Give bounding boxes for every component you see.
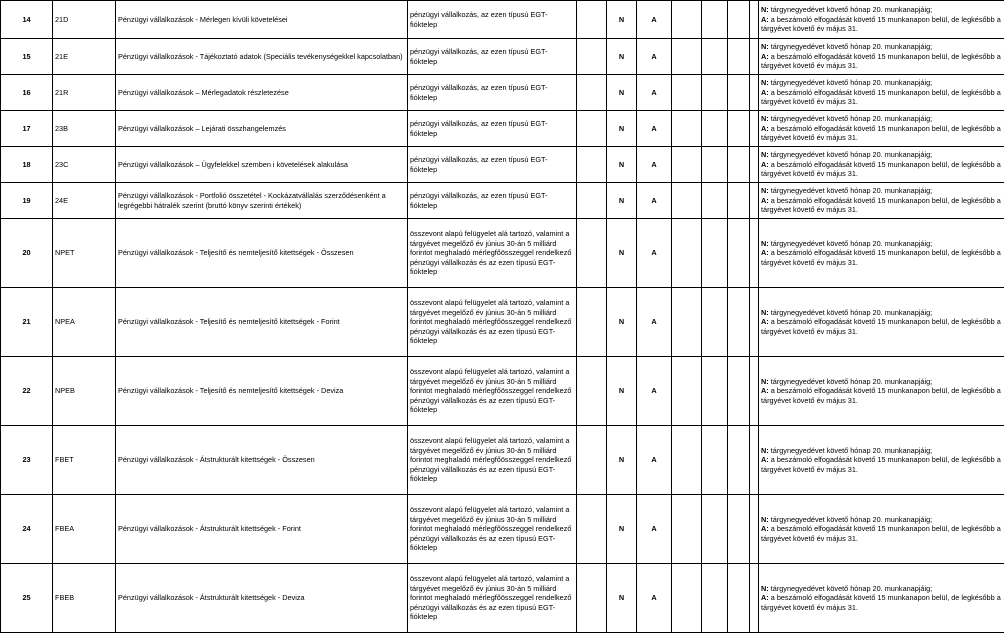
empty-cell	[728, 357, 750, 426]
table-description: Pénzügyi vállalkozások – Ügyfelekkel szemben i követelések alakulása	[116, 147, 408, 183]
empty-cell	[750, 147, 759, 183]
reporter-scope: összevont alapú felügyelet alá tartozó, valamint a tárgyévet megelőző év június 30-án 5 milliárd forintot meghaladó mérlegfőösszeggel rendelkező pénzügyi vállalkozás és az ezen típusú EGT-fióktelep	[408, 426, 577, 495]
empty-cell	[672, 111, 702, 147]
deadline-n-key: N:	[761, 150, 769, 160]
deadline-n-text: tárgynegyedévet követő hónap 20. munkanapjáig;	[768, 186, 933, 196]
deadline-n-text: tárgynegyedévet követő hónap 20. munkanapjáig;	[768, 114, 933, 124]
deadline-n-key: N:	[761, 114, 769, 124]
empty-cell	[577, 147, 607, 183]
empty-cell	[728, 75, 750, 111]
empty-cell	[577, 288, 607, 357]
table-description: Pénzügyi vállalkozások - Teljesítő és nemteljesítő kitettségek - Összesen	[116, 219, 408, 288]
table-description: Pénzügyi vállalkozások – Mérlegadatok részletezése	[116, 75, 408, 111]
empty-cell	[577, 111, 607, 147]
empty-cell	[750, 75, 759, 111]
deadline-cell	[759, 564, 1004, 633]
empty-cell	[577, 1, 607, 39]
table-code: 23B	[53, 111, 116, 147]
deadline-cell	[759, 111, 1004, 147]
frequency-a: A	[637, 426, 672, 495]
deadline-n-text: tárgynegyedévet követő hónap 20. munkanapjáig;	[768, 307, 933, 317]
empty-cell	[702, 219, 728, 288]
table-row	[1, 357, 1004, 426]
deadline-a-text: a beszámoló elfogadását követő 15 munkanapon belül, de legkésőbb a tárgyévet követő év május 31.	[761, 593, 1001, 612]
frequency-n: N	[607, 357, 637, 426]
frequency-n: N	[607, 564, 637, 633]
empty-cell	[577, 564, 607, 633]
reporter-scope: összevont alapú felügyelet alá tartozó, valamint a tárgyévet megelőző év június 30-án 5 milliárd forintot meghaladó mérlegfőösszeggel rendelkező pénzügyi vállalkozás és az ezen típusú EGT-fióktelep	[408, 288, 577, 357]
empty-cell	[728, 183, 750, 219]
deadline-cell	[759, 426, 1004, 495]
frequency-a: A	[637, 219, 672, 288]
table-description: Pénzügyi vállalkozások - Teljesítő és nemteljesítő kitettségek - Forint	[116, 288, 408, 357]
deadline-a-key: A:	[761, 195, 769, 205]
table-row	[1, 564, 1004, 633]
empty-cell	[702, 564, 728, 633]
reporter-scope: pénzügyi vállalkozás, az ezen típusú EGT-fióktelep	[408, 39, 577, 75]
frequency-a: A	[637, 1, 672, 39]
frequency-n: N	[607, 75, 637, 111]
empty-cell	[702, 1, 728, 39]
empty-cell	[577, 495, 607, 564]
deadline-cell	[759, 357, 1004, 426]
table-description: Pénzügyi vállalkozások – Lejárati összhangelemzés	[116, 111, 408, 147]
deadline-n-text: tárgynegyedévet követő hónap 20. munkanapjáig;	[768, 445, 933, 455]
reporter-scope: összevont alapú felügyelet alá tartozó, valamint a tárgyévet megelőző év június 30-án 5 milliárd forintot meghaladó mérlegfőösszeggel rendelkező pénzügyi vállalkozás és az ezen típusú EGT-fióktelep	[408, 219, 577, 288]
deadline-a-text: a beszámoló elfogadását követő 15 munkanapon belül, de legkésőbb a tárgyévet követő év május 31.	[761, 123, 1001, 143]
empty-cell	[702, 39, 728, 75]
deadline-n-text: tárgynegyedévet követő hónap 20. munkanapjáig;	[768, 42, 933, 52]
deadline-n-key: N:	[761, 445, 769, 455]
table-row	[1, 183, 1004, 219]
row-number: 20	[1, 219, 53, 288]
table-description: Pénzügyi vállalkozások - Átstrukturált kitettségek - Deviza	[116, 564, 408, 633]
empty-cell	[672, 39, 702, 75]
deadline-n-text: tárgynegyedévet követő hónap 20. munkanapjáig;	[768, 150, 933, 160]
row-number: 17	[1, 111, 53, 147]
empty-cell	[728, 111, 750, 147]
empty-cell	[750, 564, 759, 633]
empty-cell	[728, 426, 750, 495]
row-number: 16	[1, 75, 53, 111]
deadline-n-text: tárgynegyedévet követő hónap 20. munkanapjáig;	[768, 5, 933, 15]
deadline-n-text: tárgynegyedévet követő hónap 20. munkanapjáig;	[768, 376, 933, 386]
table-code: 21E	[53, 39, 116, 75]
empty-cell	[577, 357, 607, 426]
table-row	[1, 219, 1004, 288]
empty-cell	[750, 288, 759, 357]
row-number: 24	[1, 495, 53, 564]
frequency-n: N	[607, 426, 637, 495]
reporter-scope: pénzügyi vállalkozás, az ezen típusú EGT-fióktelep	[408, 75, 577, 111]
reporter-scope: pénzügyi vállalkozás, az ezen típusú EGT-fióktelep	[408, 183, 577, 219]
deadline-cell	[759, 75, 1004, 111]
table-row	[1, 1, 1004, 39]
frequency-n: N	[607, 39, 637, 75]
empty-cell	[702, 288, 728, 357]
empty-cell	[672, 495, 702, 564]
empty-cell	[702, 495, 728, 564]
deadline-a-text: a beszámoló elfogadását követő 15 munkanapon belül, de legkésőbb a tárgyévet követő év május 31.	[761, 51, 1001, 71]
deadline-n-key: N:	[761, 307, 769, 317]
frequency-a: A	[637, 147, 672, 183]
reporter-scope: pénzügyi vállalkozás, az ezen típusú EGT-fióktelep	[408, 1, 577, 39]
table-description: Pénzügyi vállalkozások - Teljesítő és nemteljesítő kitettségek - Deviza	[116, 357, 408, 426]
deadline-a-text: a beszámoló elfogadását követő 15 munkanapon belül, de legkésőbb a tárgyévet követő év május 31.	[761, 14, 1001, 34]
empty-cell	[577, 183, 607, 219]
table-code: NPET	[53, 219, 116, 288]
empty-cell	[728, 564, 750, 633]
empty-cell	[702, 183, 728, 219]
table-code: 24E	[53, 183, 116, 219]
empty-cell	[577, 426, 607, 495]
table-code: NPEB	[53, 357, 116, 426]
reporter-scope: összevont alapú felügyelet alá tartozó, valamint a tárgyévet megelőző év június 30-án 5 milliárd forintot meghaladó mérlegfőösszeggel rendelkező pénzügyi vállalkozás és az ezen típusú EGT-fióktelep	[408, 357, 577, 426]
frequency-a: A	[637, 111, 672, 147]
row-number: 21	[1, 288, 53, 357]
empty-cell	[750, 357, 759, 426]
table-description: Pénzügyi vállalkozások - Átstrukturált kitettségek - Összesen	[116, 426, 408, 495]
reporter-scope: pénzügyi vállalkozás, az ezen típusú EGT-fióktelep	[408, 111, 577, 147]
empty-cell	[702, 147, 728, 183]
empty-cell	[577, 75, 607, 111]
empty-cell	[672, 75, 702, 111]
row-number: 15	[1, 39, 53, 75]
empty-cell	[728, 288, 750, 357]
table-description: Pénzügyi vállalkozások - Portfolió összetétel - Kockázatvállalás szerződésenként a legrégebbi hátralék szerint (bruttó könyv szerinti értékek)	[116, 183, 408, 219]
empty-cell	[672, 147, 702, 183]
deadline-a-text: a beszámoló elfogadását követő 15 munkanapon belül, de legkésőbb a tárgyévet követő év május 31.	[761, 386, 1001, 405]
deadline-n-text: tárgynegyedévet követő hónap 20. munkanapjáig;	[768, 238, 933, 248]
empty-cell	[728, 1, 750, 39]
deadline-n-text: tárgynegyedévet követő hónap 20. munkanapjáig;	[768, 583, 933, 593]
deadline-n-text: tárgynegyedévet követő hónap 20. munkanapjáig;	[768, 514, 933, 524]
empty-cell	[672, 288, 702, 357]
deadline-cell	[759, 183, 1004, 219]
deadline-n-key: N:	[761, 186, 769, 196]
row-number: 25	[1, 564, 53, 633]
empty-cell	[750, 1, 759, 39]
frequency-a: A	[637, 564, 672, 633]
table-row	[1, 426, 1004, 495]
deadline-n-key: N:	[761, 514, 769, 524]
empty-cell	[750, 183, 759, 219]
row-number: 14	[1, 1, 53, 39]
table-code: FBET	[53, 426, 116, 495]
table-row	[1, 147, 1004, 183]
deadline-a-key: A:	[761, 123, 769, 133]
table-code: 23C	[53, 147, 116, 183]
deadline-a-text: a beszámoló elfogadását követő 15 munkanapon belül, de legkésőbb a tárgyévet követő év május 31.	[761, 195, 1001, 215]
deadline-a-text: a beszámoló elfogadását követő 15 munkanapon belül, de legkésőbb a tárgyévet követő év május 31.	[761, 87, 1001, 107]
empty-cell	[750, 39, 759, 75]
deadline-cell	[759, 219, 1004, 288]
table-description: Pénzügyi vállalkozások - Mérlegen kívüli követelései	[116, 1, 408, 39]
deadline-n-key: N:	[761, 5, 769, 15]
reporter-scope: összevont alapú felügyelet alá tartozó, valamint a tárgyévet megelőző év június 30-án 5 milliárd forintot meghaladó mérlegfőösszeggel rendelkező pénzügyi vállalkozás és az ezen típusú EGT-fióktelep	[408, 564, 577, 633]
empty-cell	[750, 426, 759, 495]
deadline-a-key: A:	[761, 317, 769, 327]
deadline-a-text: a beszámoló elfogadását követő 15 munkanapon belül, de legkésőbb a tárgyévet követő év május 31.	[761, 248, 1001, 267]
deadline-cell	[759, 1, 1004, 39]
deadline-a-key: A:	[761, 593, 769, 603]
row-number: 18	[1, 147, 53, 183]
deadline-a-key: A:	[761, 159, 769, 169]
table-row	[1, 39, 1004, 75]
deadline-a-key: A:	[761, 51, 769, 61]
frequency-n: N	[607, 147, 637, 183]
deadline-n-key: N:	[761, 42, 769, 52]
table-row	[1, 495, 1004, 564]
frequency-n: N	[607, 495, 637, 564]
deadline-cell	[759, 495, 1004, 564]
table-code: 21D	[53, 1, 116, 39]
deadline-n-key: N:	[761, 376, 769, 386]
frequency-n: N	[607, 111, 637, 147]
empty-cell	[702, 111, 728, 147]
table-description: Pénzügyi vállalkozások - Átstrukturált kitettségek - Forint	[116, 495, 408, 564]
deadline-n-key: N:	[761, 78, 769, 88]
deadline-a-key: A:	[761, 14, 769, 24]
frequency-a: A	[637, 288, 672, 357]
empty-cell	[750, 495, 759, 564]
empty-cell	[728, 219, 750, 288]
deadline-a-key: A:	[761, 455, 769, 465]
deadline-n-key: N:	[761, 583, 769, 593]
frequency-a: A	[637, 39, 672, 75]
frequency-n: N	[607, 183, 637, 219]
empty-cell	[750, 111, 759, 147]
empty-cell	[672, 357, 702, 426]
empty-cell	[728, 495, 750, 564]
table-description: Pénzügyi vállalkozások - Tájékoztató adatok (Speciális tevékenységekkel kapcsolatban)	[116, 39, 408, 75]
reporter-scope: pénzügyi vállalkozás, az ezen típusú EGT-fióktelep	[408, 147, 577, 183]
empty-cell	[702, 75, 728, 111]
empty-cell	[702, 426, 728, 495]
empty-cell	[672, 219, 702, 288]
empty-cell	[750, 219, 759, 288]
empty-cell	[577, 39, 607, 75]
deadline-cell	[759, 288, 1004, 357]
table-code: FBEA	[53, 495, 116, 564]
deadline-a-key: A:	[761, 87, 769, 97]
frequency-a: A	[637, 183, 672, 219]
frequency-n: N	[607, 219, 637, 288]
row-number: 22	[1, 357, 53, 426]
empty-cell	[702, 357, 728, 426]
row-number: 19	[1, 183, 53, 219]
frequency-n: N	[607, 1, 637, 39]
table-code: NPEA	[53, 288, 116, 357]
deadline-cell	[759, 39, 1004, 75]
empty-cell	[672, 426, 702, 495]
frequency-a: A	[637, 357, 672, 426]
empty-cell	[728, 39, 750, 75]
deadline-a-text: a beszámoló elfogadását követő 15 munkanapon belül, de legkésőbb a tárgyévet követő év május 31.	[761, 524, 1001, 543]
table-row	[1, 111, 1004, 147]
reporter-scope: összevont alapú felügyelet alá tartozó, valamint a tárgyévet megelőző év június 30-án 5 milliárd forintot meghaladó mérlegfőösszeggel rendelkező pénzügyi vállalkozás és az ezen típusú EGT-fióktelep	[408, 495, 577, 564]
table-code: 21R	[53, 75, 116, 111]
frequency-n: N	[607, 288, 637, 357]
table-row	[1, 288, 1004, 357]
empty-cell	[728, 147, 750, 183]
table-code: FBEB	[53, 564, 116, 633]
empty-cell	[672, 1, 702, 39]
frequency-a: A	[637, 75, 672, 111]
deadline-n-text: tárgynegyedévet követő hónap 20. munkanapjáig;	[768, 78, 933, 88]
deadline-n-key: N:	[761, 238, 769, 248]
deadline-a-text: a beszámoló elfogadását követő 15 munkanapon belül, de legkésőbb a tárgyévet követő év május 31.	[761, 317, 1001, 336]
deadline-a-key: A:	[761, 386, 769, 396]
empty-cell	[577, 219, 607, 288]
table-body	[1, 1, 1004, 633]
deadline-a-text: a beszámoló elfogadását követő 15 munkanapon belül, de legkésőbb a tárgyévet követő év május 31.	[761, 455, 1001, 474]
row-number: 23	[1, 426, 53, 495]
empty-cell	[672, 183, 702, 219]
deadline-a-key: A:	[761, 248, 769, 258]
frequency-a: A	[637, 495, 672, 564]
deadline-cell	[759, 147, 1004, 183]
deadline-a-text: a beszámoló elfogadását követő 15 munkanapon belül, de legkésőbb a tárgyévet követő év május 31.	[761, 159, 1001, 179]
table-row	[1, 75, 1004, 111]
empty-cell	[672, 564, 702, 633]
deadline-a-key: A:	[761, 524, 769, 534]
